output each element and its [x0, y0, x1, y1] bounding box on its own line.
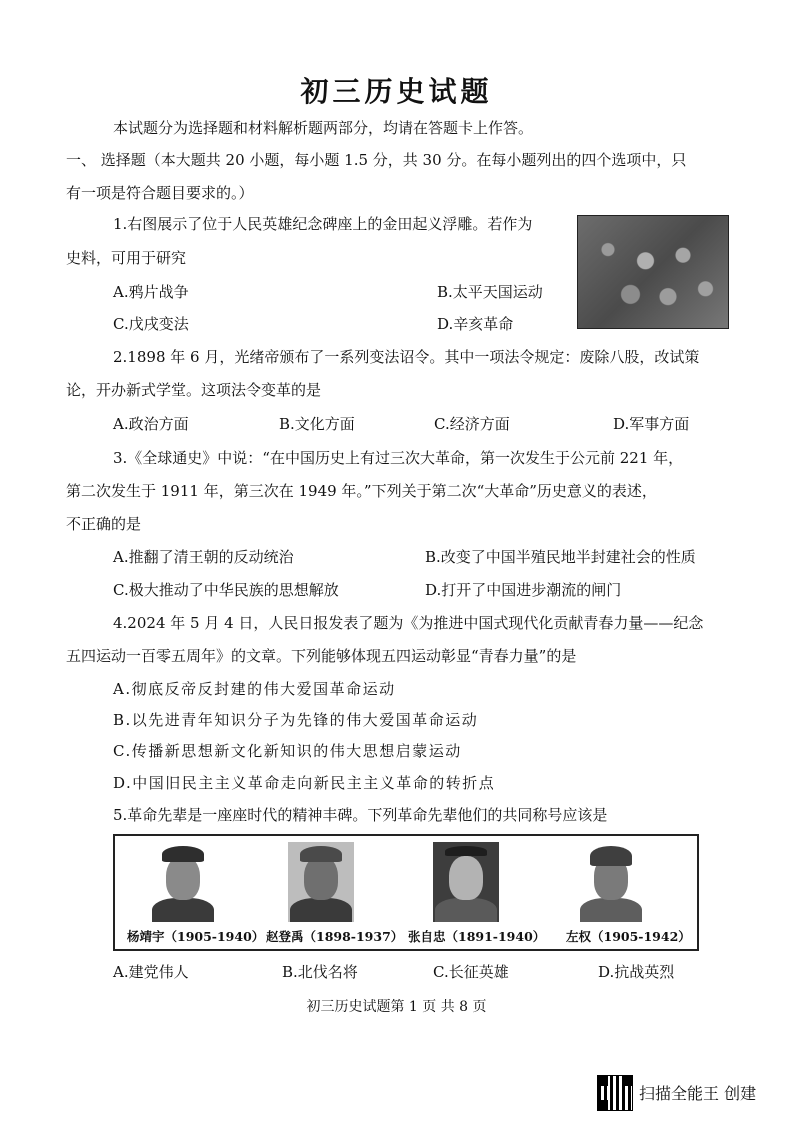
jintian-uprising-relief-image	[577, 215, 729, 329]
q2-option-b: B.文化方面	[279, 415, 355, 433]
q3-option-a: A.推翻了清王朝的反动统治	[113, 548, 294, 566]
qr-code-icon	[597, 1075, 633, 1111]
q5-option-b: B.北伐名将	[282, 963, 358, 981]
q3-stem-cont2: 不正确的是	[66, 515, 142, 533]
portrait-zhang-zizhong	[433, 842, 499, 922]
scanner-watermark: 扫描全能王 创建	[639, 1084, 757, 1103]
q4-option-b: B.以先进青年知识分子为先锋的伟大爱国革命运动	[113, 711, 479, 729]
q4-option-a: A.彻底反帝反封建的伟大爱国革命运动	[113, 680, 396, 698]
q1-option-c: C.戊戌变法	[113, 315, 189, 333]
page-title: 初三历史试题	[300, 75, 493, 108]
q2-option-c: C.经济方面	[434, 415, 510, 433]
q1-stem-cont: 史料，可用于研究	[66, 249, 187, 267]
q4-option-c: C.传播新思想新文化新知识的伟大思想启蒙运动	[113, 742, 462, 760]
caption-zhao-dengyu: 赵登禹（1898-1937）	[266, 929, 404, 944]
q5-option-c: C.长征英雄	[433, 963, 509, 981]
q2-stem-cont: 论，开办新式学堂。这项法令变革的是	[66, 381, 322, 399]
q2-option-d: D.军事方面	[613, 415, 690, 433]
q3-stem-cont: 第二次发生于 1911 年，第三次在 1949 年。”下列关于第二次“大革命”历史意义的表述，	[66, 482, 657, 500]
portrait-zhao-dengyu	[288, 842, 354, 922]
q1-option-b: B.太平天国运动	[437, 283, 543, 301]
q4-option-d: D.中国旧民主主义革命走向新民主主义革命的转折点	[113, 774, 496, 792]
intro-text: 本试题分为选择题和材料解析题两部分，均请在答题卡上作答。	[113, 119, 534, 137]
q3-option-d: D.打开了中国进步潮流的闸门	[425, 581, 622, 599]
caption-zuo-quan: 左权（1905-1942）	[566, 929, 691, 944]
section-heading: 一、 选择题（本大题共 20 小题，每小题 1.5 分，共 30 分。在每小题列出的四个选项中，只	[66, 151, 687, 169]
q1-option-a: A.鸦片战争	[113, 283, 189, 301]
q3-option-b: B.改变了中国半殖民地半封建社会的性质	[425, 548, 696, 566]
section-heading-cont: 有一项是符合题目要求的。）	[66, 184, 254, 202]
q2-option-a: A.政治方面	[113, 415, 189, 433]
caption-yang-jingyu: 杨靖宇（1905-1940）	[127, 929, 265, 944]
q4-stem: 4.2024 年 5 月 4 日，人民日报发表了题为《为推进中国式现代化贡献青春力量——纪念	[113, 614, 704, 632]
q5-option-d: D.抗战英烈	[598, 963, 675, 981]
page-footer: 初三历史试题第 1 页 共 8 页	[306, 999, 487, 1015]
q5-stem: 5.革命先辈是一座座时代的精神丰碑。下列革命先辈他们的共同称号应该是	[113, 806, 608, 824]
q1-stem: 1.右图展示了位于人民英雄纪念碑座上的金田起义浮雕。若作为	[113, 215, 533, 233]
q1-option-d: D.辛亥革命	[437, 315, 514, 333]
q2-stem: 2.1898 年 6 月，光绪帝颁布了一系列变法诏令。其中一项法令规定：废除八股，改试策	[113, 348, 700, 366]
q3-stem: 3.《全球通史》中说：“在中国历史上有过三次大革命，第一次发生于公元前 221 年，	[113, 449, 684, 467]
portrait-zuo-quan	[578, 842, 644, 922]
q5-option-a: A.建党伟人	[113, 963, 189, 981]
q3-option-c: C.极大推动了中华民族的思想解放	[113, 581, 339, 599]
portrait-yang-jingyu	[150, 842, 216, 922]
caption-zhang-zizhong: 张自忠（1891-1940）	[408, 929, 546, 944]
q4-stem-cont: 五四运动一百零五周年》的文章。下列能够体现五四运动彰显“青春力量”的是	[66, 647, 577, 665]
